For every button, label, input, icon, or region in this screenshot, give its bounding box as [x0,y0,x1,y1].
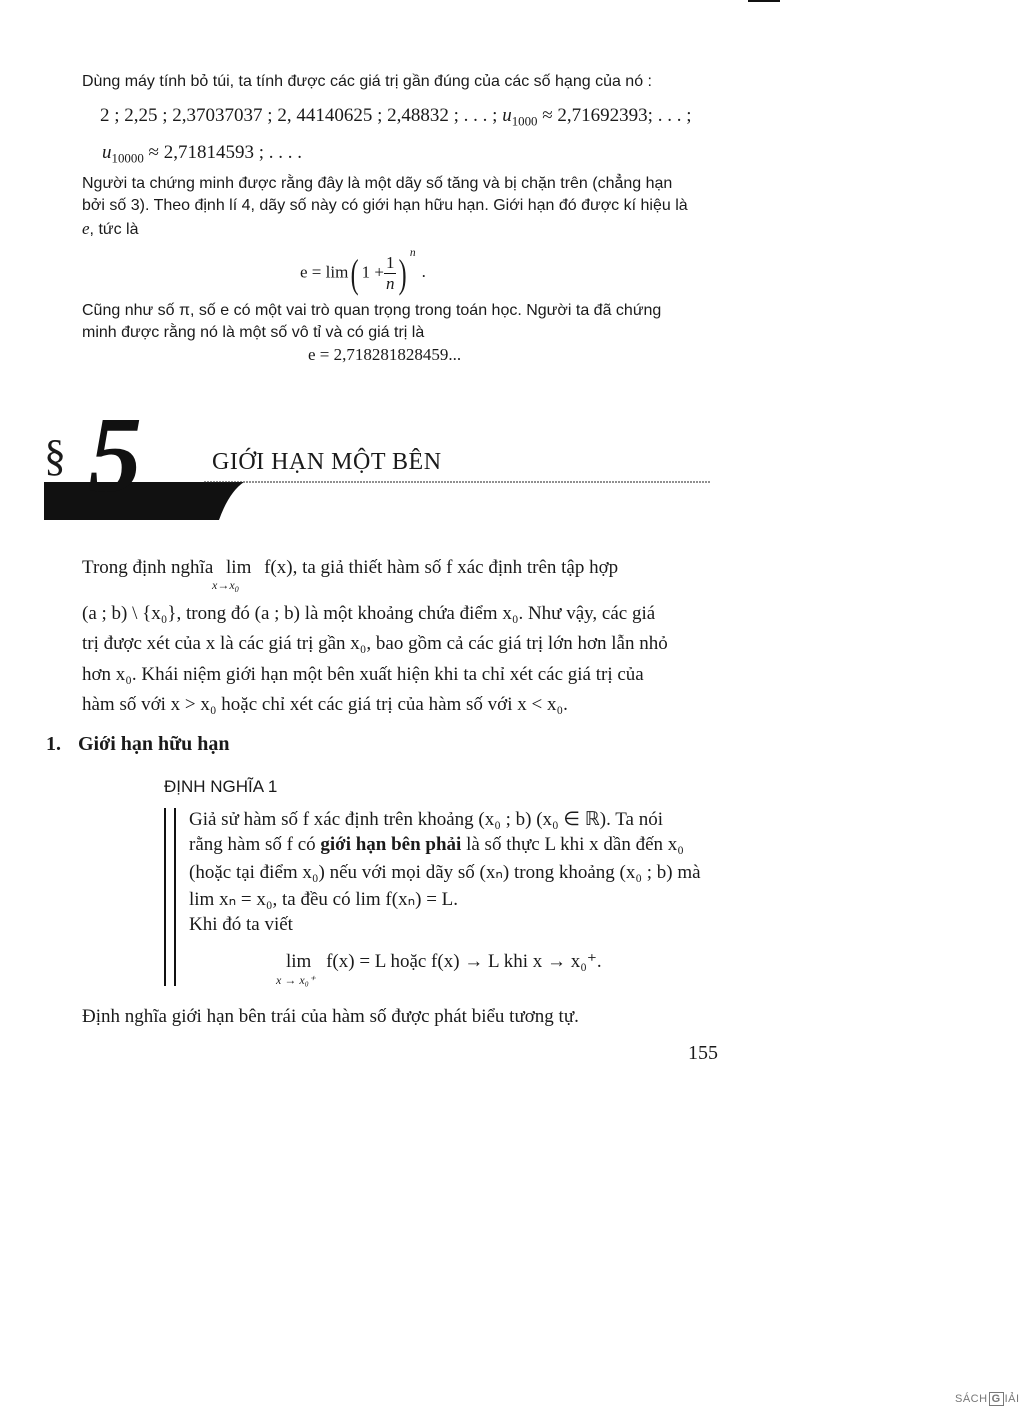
body-p1-a: Trong định nghĩa [82,557,214,578]
def-line-2-a: rằng hàm số f có [189,834,316,855]
u10000-sub: 10000 [111,150,144,166]
frac-denominator: n [385,274,395,293]
right-paren: ) [399,251,408,296]
page-number: 155 [688,1042,718,1064]
banner-black-block [44,482,244,520]
para1-line-3-rest: , tức là [89,221,139,238]
body-line-5: hàm số với x > x₀ hoặc chỉ xét các giá trị của hàm số với x < x₀. [82,694,568,715]
def-line-2-bold: giới hạn bên phải [320,834,462,855]
formula-end: . [421,262,426,282]
body-line-3: trị được xét của x là các giá trị gần x₀, bao gồm cả các giá trị lớn hơn lẫn nhỏ [82,633,668,654]
lim-under-sub: 0 [234,584,239,594]
section-symbol: § [44,431,66,480]
def-line-5: Khi đó ta viết [189,914,293,935]
one-sided-limit-formula [276,950,602,987]
f-lim-under: x → x₀⁺ [276,973,316,987]
u10000-line [102,142,302,167]
u1000-sub: 1000 [511,113,538,129]
definition-label: ĐỊNH NGHĨA 1 [164,777,278,796]
subsection-heading [46,733,229,756]
u10000-label: u [102,142,112,163]
watermark-box: G [989,1392,1004,1406]
watermark-right: IẢI [1004,1393,1020,1405]
subsection-number: 1. [46,733,61,755]
body-p1-b: f(x), ta giả thiết hàm số f xác định trên tập hợp [264,557,619,578]
left-paren: ( [350,251,359,296]
closing-line: Định nghĩa giới hạn bên trái của hàm số được phát biểu tương tự. [82,1006,579,1027]
watermark-left: SÁCH [955,1393,988,1405]
frac-numerator: 1 [385,253,395,272]
u10000-value: ≈ 2,71814593 ; . . . . [148,142,302,163]
lim-under [212,578,282,594]
sequence-values [100,105,692,130]
section-number: 5 [88,396,142,515]
body-line-4: hơn x₀. Khái niệm giới hạn một bên xuất hiện khi ta chỉ xét các giá trị của [82,664,644,685]
subsection-title: Giới hạn hữu hạn [78,733,230,755]
values-text: 2 ; 2,25 ; 2,37037037 ; 2, 44140625 ; 2,48832 ; . . . ; [100,105,498,126]
para2-line-2: minh được rằng nó là một số vô tỉ và có giá trị là [82,324,425,341]
lim-word: lim [226,557,252,578]
f-lim-word: lim [286,951,312,972]
f-rest: f(x) = L hoặc f(x) → L khi x → x₀⁺. [326,951,602,972]
def-line-3: (hoặc tại điểm x₀) nếu với mọi dãy số (xₙ) trong khoảng (x₀ ; b) mà [189,862,701,883]
para1-line-3 [82,219,139,239]
intro-line-1: Dùng máy tính bỏ túi, ta tính được các giá trị gần đúng của các số hạng của nó : [82,73,652,90]
formula-lhs: e = lim [300,262,349,282]
formula-one: 1 + [361,262,384,282]
def-line-1: Giả sử hàm số f xác định trên khoảng (x₀ ; b) (x₀ ∈ ℝ). Ta nói [189,809,664,830]
def-line-2-b: là số thực L khi x dần đến x₀ [466,834,684,855]
e-value: e = 2,718281828459... [308,345,462,364]
definition-bar [164,808,176,986]
def-line-4: lim xₙ = x₀, ta đều có lim f(xₙ) = L. [189,889,459,910]
lim-right [276,951,316,987]
top-rule [748,0,780,2]
one-over-n [384,253,397,294]
lim-under-text: x→x [212,578,235,592]
u1000-value: ≈ 2,71692393; . . . ; [542,105,692,126]
section-title: GIỚI HẠN MỘT BÊN [212,449,442,475]
def-line-2 [189,834,684,856]
para1-line-1: Người ta chứng minh được rằng đây là một dãy số tăng và bị chặn trên (chẳng hạn [82,175,673,192]
e-symbol: e [82,219,90,238]
e-limit-formula [300,246,426,297]
u1000-label: u [502,105,512,126]
body-line-2: (a ; b) \ {x₀}, trong đó (a ; b) là một khoảng chứa điểm x₀. Như vậy, các giá [82,603,656,624]
watermark [955,1392,1020,1406]
formula-exponent: n [409,246,416,260]
para2-line-1: Cũng như số π, số e có một vai trò quan trọng trong toán học. Người ta đã chứng [82,302,662,319]
para1-line-2: bởi số 3). Theo định lí 4, dãy số này có giới hạn hữu hạn. Giới hạn đó được kí hiệu là [82,197,688,214]
